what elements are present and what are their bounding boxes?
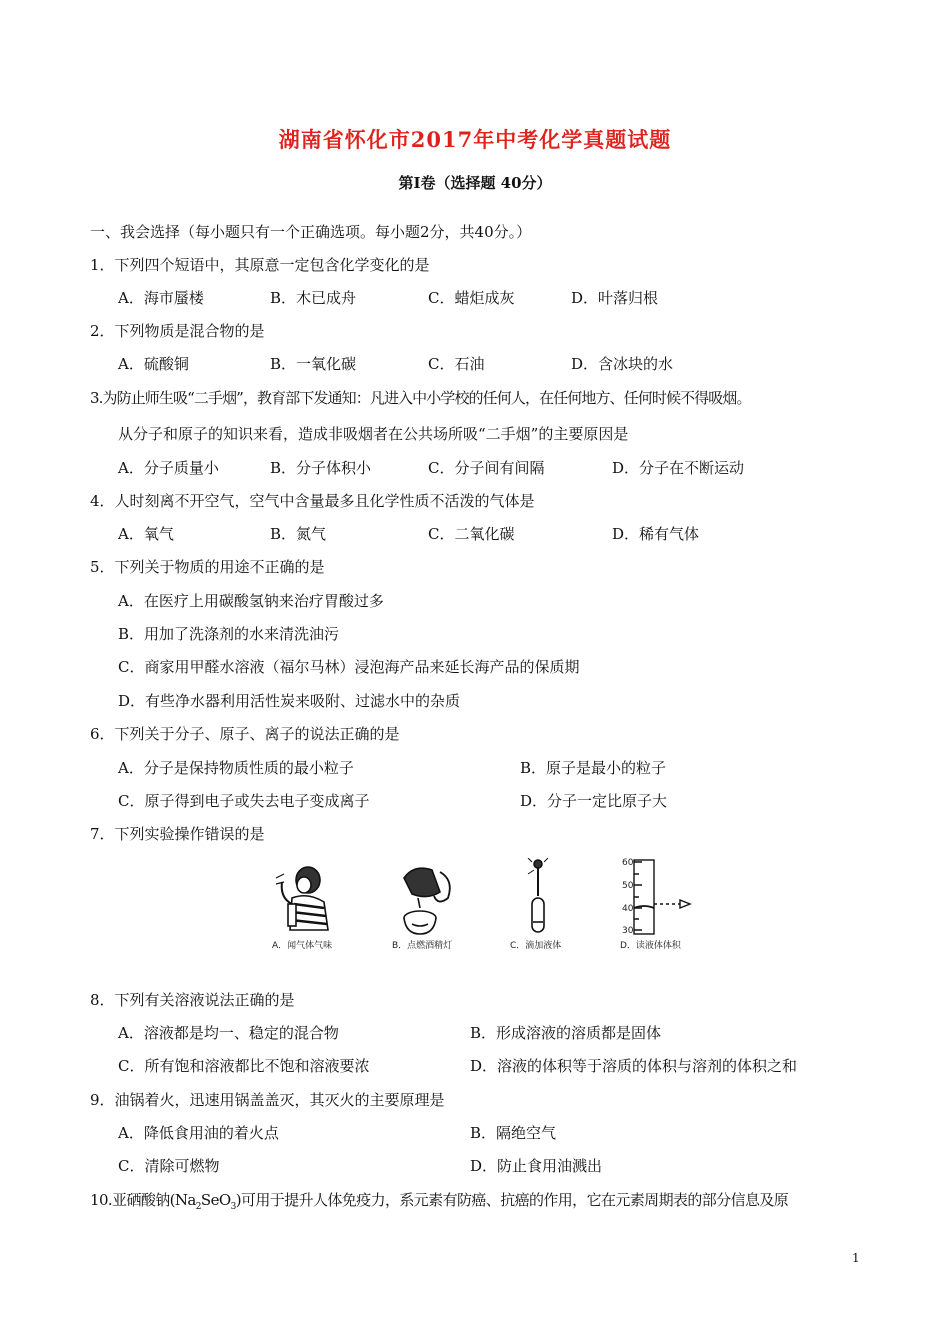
question-5-stem: 5．下列关于物质的用途不正确的是 (90, 558, 325, 576)
scale-label-50: 50 (622, 881, 634, 891)
question-5-option-d: D．有些净水器利用活性炭来吸附、过滤水中的杂质 (118, 692, 461, 710)
page-title: 湖南省怀化市2017年中考化学真题试题 (278, 127, 672, 152)
question-4-option-a: A．氧气 (118, 525, 174, 543)
question-9-stem: 9．油锅着火，迅速用锅盖盖灭，其灭火的主要原理是 (90, 1091, 445, 1109)
question-3-option-b: B．分子体积小 (270, 459, 372, 477)
question-1-stem: 1．下列四个短语中，其原意一定包含化学变化的是 (90, 256, 430, 274)
question-8-option-b: B．形成溶液的溶质都是固体 (470, 1024, 662, 1042)
section-instructions: 一、我会选择（每小题只有一个正确选项。每小题2分，共40分。） (90, 223, 532, 241)
question-1-option-b: B．木已成舟 (270, 289, 357, 307)
question-8-option-d: D．溶液的体积等于溶质的体积与溶剂的体积之和 (470, 1057, 798, 1075)
question-9-option-b: B．隔绝空气 (470, 1124, 557, 1142)
question-9-option-c: C．清除可燃物 (118, 1157, 220, 1175)
question-9-option-d: D．防止食用油溅出 (470, 1157, 603, 1175)
question-2-stem: 2．下列物质是混合物的是 (90, 322, 265, 340)
figure-caption-b: B．点燃酒精灯 (392, 941, 453, 951)
alcohol-lamp-illustration (404, 868, 450, 934)
question-5-option-b: B．用加了洗涤剂的水来清洗油污 (118, 625, 340, 643)
question-3-option-a: A．分子质量小 (118, 459, 219, 477)
question-9-option-a: A．降低食用油的着火点 (118, 1124, 279, 1142)
question-6-stem: 6．下列关于分子、原子、离子的说法正确的是 (90, 725, 400, 743)
question-5-option-a: A．在医疗上用碳酸氢钠来治疗胃酸过多 (118, 592, 384, 610)
question-8-option-c: C．所有饱和溶液都比不饱和溶液要浓 (118, 1057, 370, 1075)
dropper-illustration (528, 858, 548, 932)
question-4-option-c: C．二氧化碳 (428, 525, 515, 543)
lab-operations-figure (262, 858, 712, 958)
question-6-option-a: A．分子是保持物质性质的最小粒子 (118, 759, 354, 777)
question-3-option-c: C．分子间有间隔 (428, 459, 545, 477)
figure-caption-d: D．读液体体积 (620, 941, 681, 951)
page-number: 1 (852, 1251, 860, 1265)
question-2-option-b: B．一氧化碳 (270, 355, 357, 373)
question-2-option-a: A．硫酸铜 (118, 355, 189, 373)
question-5-option-c: C．商家用甲醛水溶液（福尔马林）浸泡海产品来延长海产品的保质期 (118, 658, 580, 676)
question-3-stem-continued: 从分子和原子的知识来看，造成非吸烟者在公共场所吸“二手烟”的主要原因是 (118, 425, 629, 443)
question-8-stem: 8．下列有关溶液说法正确的是 (90, 991, 295, 1009)
question-2-option-c: C．石油 (428, 355, 485, 373)
question-1-option-a: A．海市蜃楼 (118, 289, 204, 307)
question-10-stem: 10.亚硒酸钠$(Na_2SeO_3)$可用于提升人体免疫力，系元素有防癌、抗癌的作用，它在元素周期表的部分信息及原 (90, 1191, 789, 1212)
question-6-option-b: B．原子是最小的粒子 (520, 759, 667, 777)
question-3-stem: 3.为防止师生吸“二手烟”，教育部下发通知：凡进入中小学校的任何人，在任何地方、任何时候不得吸烟。 (90, 389, 751, 407)
scale-label-30: 30 (622, 926, 634, 936)
question-4-option-b: B．氮气 (270, 525, 327, 543)
question-6-option-d: D．分子一定比原子大 (520, 792, 668, 810)
question-3-option-d: D．分子在不断运动 (612, 459, 745, 477)
question-6-option-c: C．原子得到电子或失去电子变成离子 (118, 792, 370, 810)
question-2-option-d: D．含冰块的水 (571, 355, 674, 373)
question-1-option-c: C．蜡炬成灰 (428, 289, 515, 307)
figure-caption-a: A．闻气体气味 (272, 941, 333, 951)
question-4-option-d: D．稀有气体 (612, 525, 700, 543)
question-4-stem: 4．人时刻离不开空气，空气中含量最多且化学性质不活泼的气体是 (90, 492, 535, 510)
scale-label-60: 60 (622, 858, 634, 868)
figure-caption-c: C．滴加液体 (510, 941, 562, 951)
scale-label-40: 40 (622, 904, 634, 914)
question-8-option-a: A．溶液都是均一、稳定的混合物 (118, 1024, 339, 1042)
smelling-gas-illustration (276, 867, 328, 930)
graduated-cylinder-illustration (634, 860, 690, 934)
section-subtitle: 第Ⅰ卷（选择题 40分） (398, 174, 552, 192)
question-1-option-d: D．叶落归根 (571, 289, 659, 307)
question-7-stem: 7．下列实验操作错误的是 (90, 825, 265, 843)
